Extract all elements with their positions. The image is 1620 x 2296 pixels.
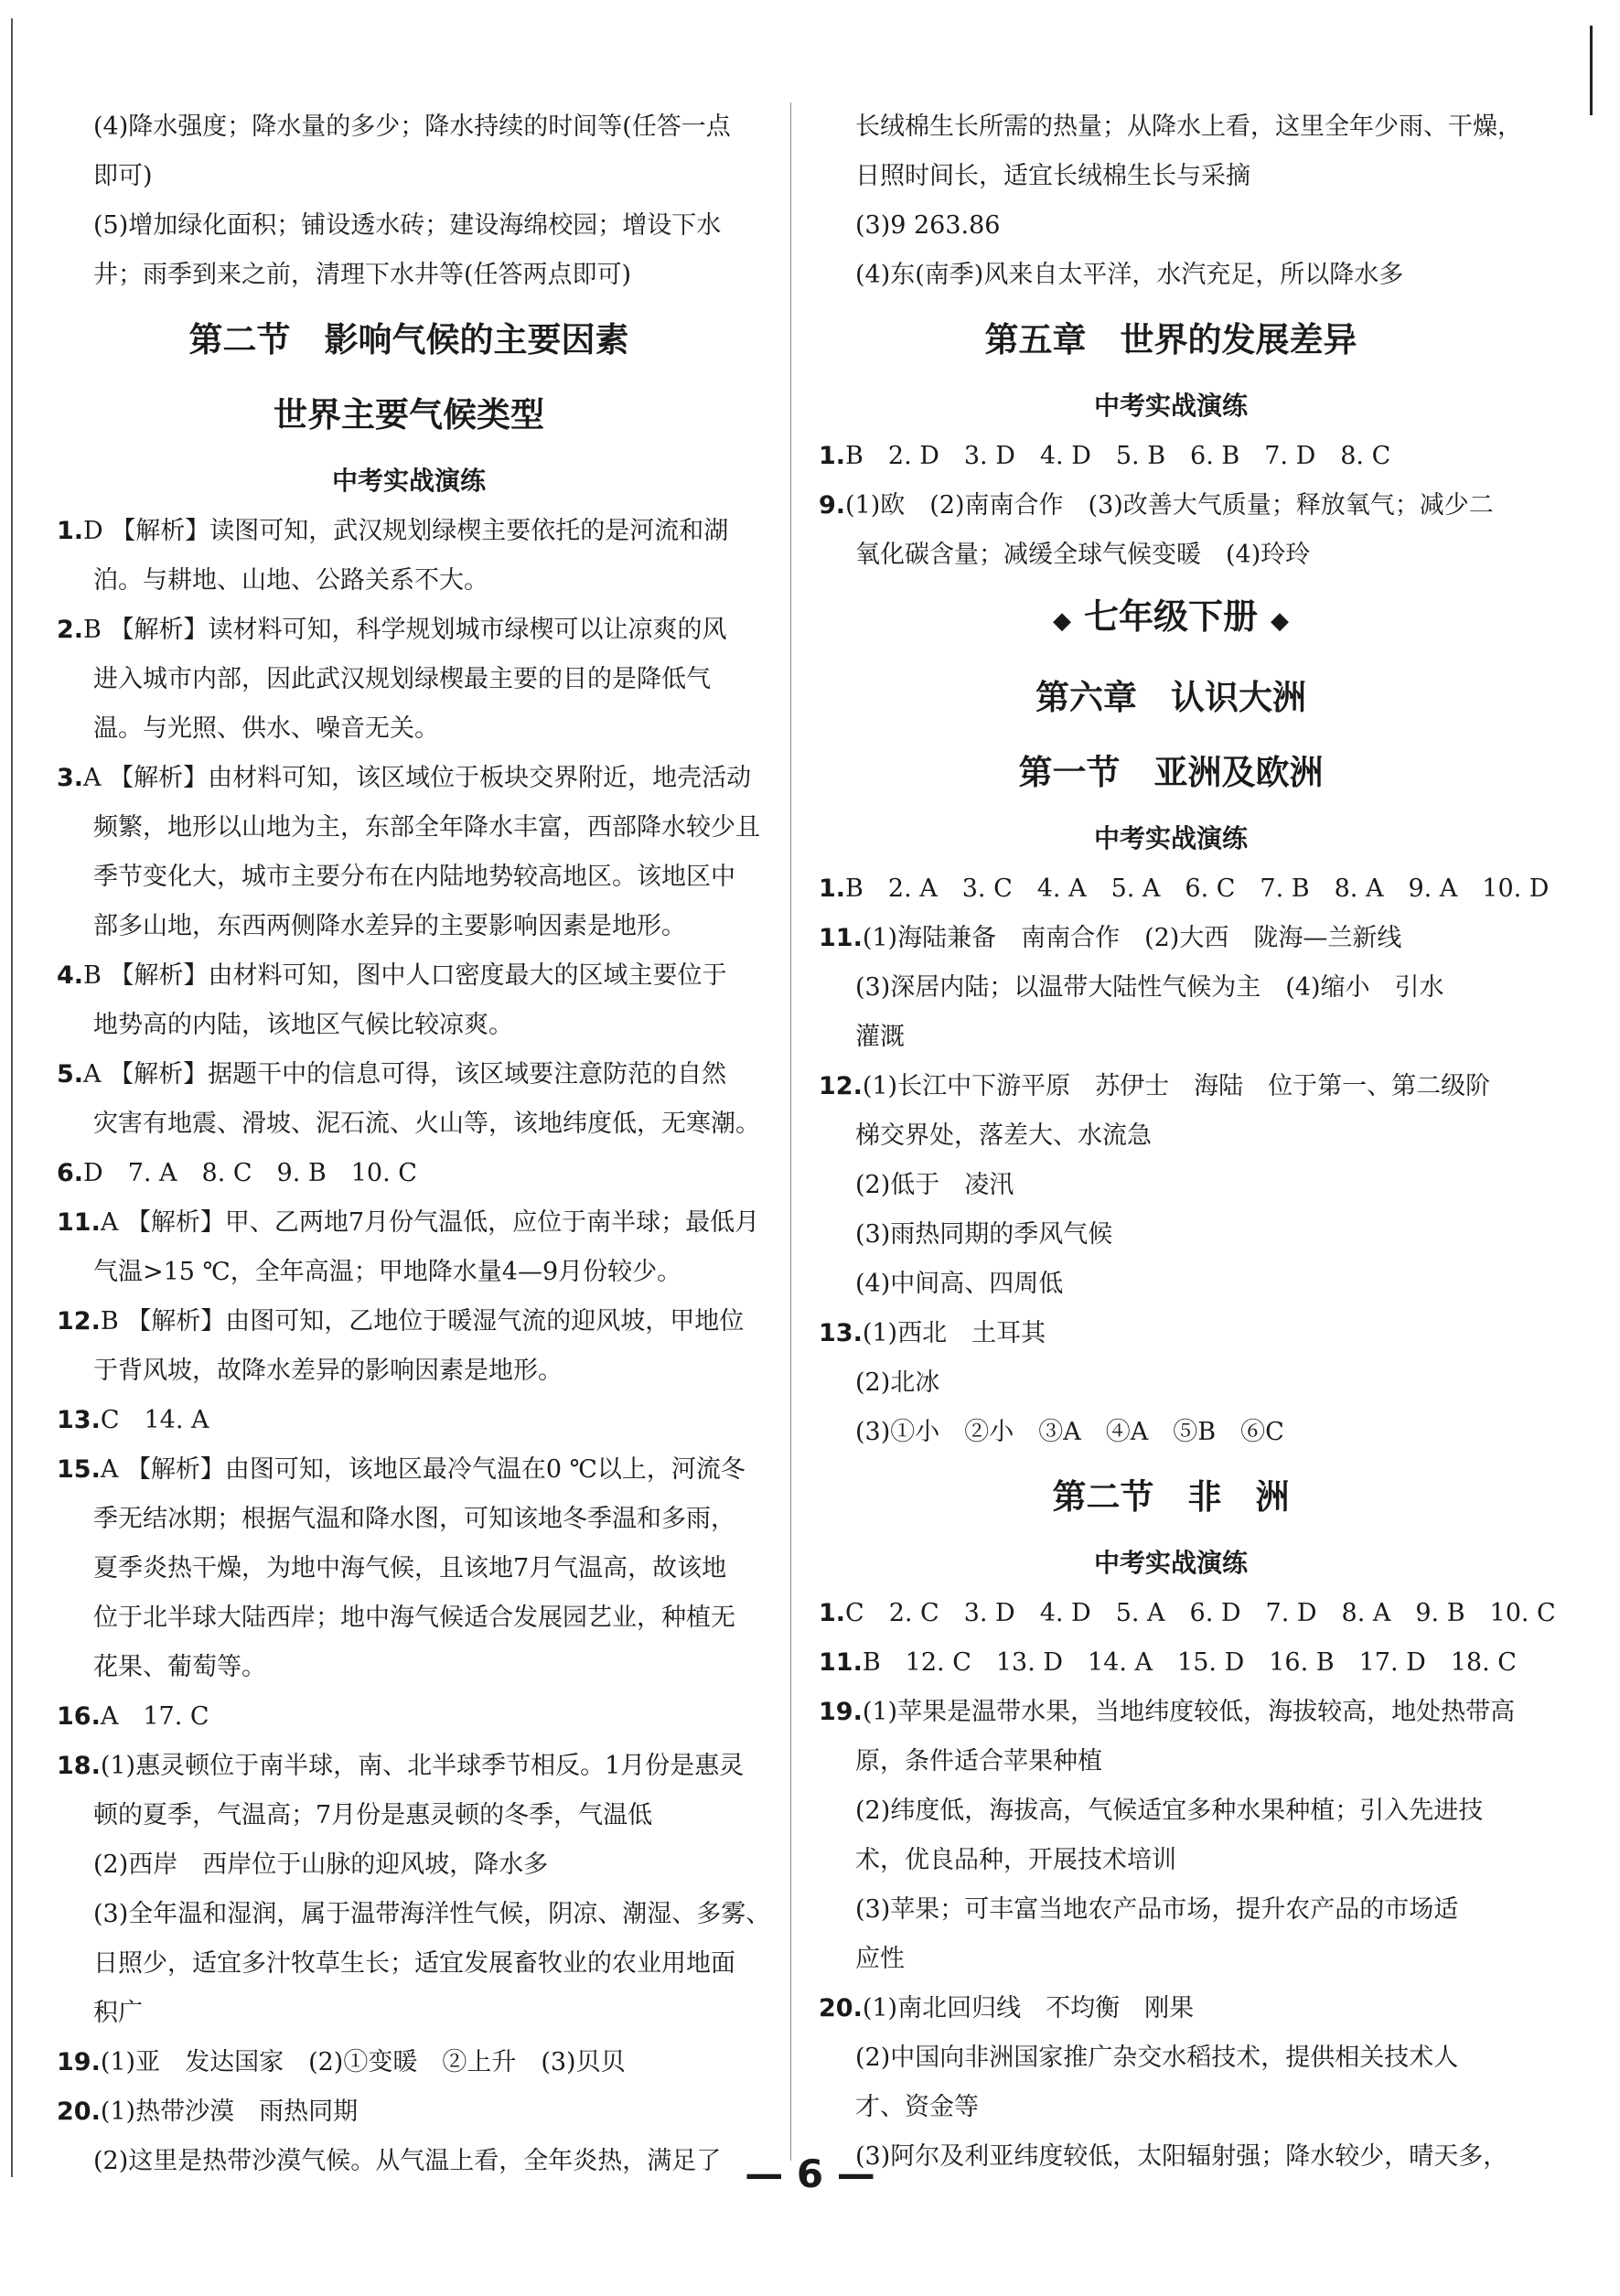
answer-line (57, 902, 761, 951)
answer-text: (1)欧 (2)南南合作 (3)改善大气质量；释放氧气；减少二 (845, 491, 1494, 520)
answer-text: (2)低于 凌汛 (855, 1171, 1014, 1199)
answer-line (819, 1885, 1523, 1935)
answer-text: 日照时间长，适宜长绒棉生长与采摘 (855, 162, 1250, 190)
answer-item (57, 1692, 761, 1742)
question-number: 11. (819, 924, 863, 952)
answer-text: 进入城市内部，因此武汉规划绿楔最主要的目的是降低气 (93, 665, 711, 693)
answer-line (57, 704, 761, 754)
answer-text: 灾害有地震、滑坡、泥石流、火山等，该地纬度低，无寒潮。 (93, 1110, 760, 1138)
answer-item (57, 1050, 761, 1100)
answer-text: (1)南北回归线 不均衡 刚果 (862, 1994, 1195, 2022)
answer-text: (2)北冰 (855, 1368, 940, 1397)
question-number: 1. (57, 517, 84, 545)
practice-subheading: 中考实战演练 (1093, 391, 1248, 421)
answer-text: 位于北半球大陆西岸；地中海气候适合发展园艺业，种植无 (93, 1604, 735, 1632)
answer-line (57, 803, 761, 853)
question-number: 19. (57, 2048, 101, 2076)
answer-line (819, 1210, 1523, 1260)
answer-line (819, 1111, 1523, 1161)
answer-text: (3)苹果；可丰富当地农产品市场，提升农产品的市场适 (855, 1895, 1459, 1924)
answer-item (57, 2087, 761, 2137)
answer-text: 应性 (855, 1945, 905, 1973)
answer-text: D 【解析】读图可知，武汉规划绿楔主要依托的是河流和湖 (83, 517, 729, 545)
section-heading: 第五章 世界的发展差异 (984, 320, 1357, 359)
answer-line (57, 102, 761, 152)
answer-text: 才、资金等 (855, 2093, 979, 2121)
practice-subheading: 中考实战演练 (1093, 1548, 1248, 1578)
question-number: 20. (819, 1994, 863, 2022)
answer-item (819, 1688, 1523, 1737)
answer-text: 灌溉 (855, 1023, 905, 1051)
answer-text: A 【解析】据题干中的信息可得，该区域要注意防范的自然 (83, 1060, 727, 1089)
answer-line (57, 556, 761, 606)
answer-line (819, 1408, 1523, 1457)
practice-subheading: 中考实战演练 (1093, 823, 1248, 853)
section-heading: 第一节 亚洲及欧洲 (1018, 753, 1324, 792)
question-number: 5. (57, 1060, 84, 1089)
answer-text: (3)9 263.86 (855, 211, 1001, 240)
answer-text: (3)全年温和湿润，属于温带海洋性气候，阴凉、潮湿、多雾、 (93, 1900, 771, 1928)
answer-line (57, 1840, 761, 1890)
answer-text: A 【解析】甲、乙两地7月份气温低，应位于南半球；最低月 (100, 1208, 760, 1237)
answer-item (57, 1396, 761, 1445)
answer-line (57, 1001, 761, 1050)
section-heading: 第二节 非 洲 (1052, 1477, 1290, 1517)
answer-line (57, 1495, 761, 1544)
answer-text: C 14. A (100, 1406, 209, 1434)
answer-line (819, 201, 1523, 251)
question-number: 12. (57, 1307, 101, 1336)
question-number: 18. (57, 1752, 101, 1780)
answer-text: 氧化碳含量；减缓全球气候变暖 (4)玲玲 (855, 541, 1311, 569)
answer-item (819, 1309, 1523, 1358)
column-divider (790, 102, 791, 2161)
answer-text: (1)惠灵顿位于南半球，南、北半球季节相反。1月份是惠灵 (100, 1752, 745, 1780)
question-number: 13. (57, 1406, 101, 1434)
volume-title: 七年级下册 (1083, 596, 1258, 637)
answer-text: (4)中间高、四周低 (855, 1270, 1064, 1298)
answer-item (819, 1062, 1523, 1111)
answer-text: (2)这里是热带沙漠气候。从气温上看，全年炎热，满足了 (93, 2147, 722, 2175)
answer-text: (3)①小 ②小 ③A ④A ⑤B ⑥C (855, 1418, 1284, 1446)
answer-line (57, 251, 761, 300)
answer-text: (1)热带沙漠 雨热同期 (100, 2098, 359, 2126)
question-number: 2. (57, 616, 84, 644)
answer-line (819, 963, 1523, 1013)
answer-text: 季无结冰期；根据气温和降水图，可知该地冬季温和多雨， (93, 1505, 735, 1533)
right-column (819, 102, 1556, 2182)
answer-item (57, 1149, 761, 1198)
question-number: 6. (57, 1159, 84, 1187)
answer-item (57, 507, 761, 556)
question-number: 20. (57, 2098, 101, 2126)
answer-item (57, 606, 761, 655)
answer-text: (1)亚 发达国家 (2)①变暖 ②上升 (3)贝贝 (100, 2048, 626, 2076)
answer-item (819, 1589, 1556, 1638)
answer-line (57, 201, 761, 251)
answer-text: 花果、葡萄等。 (93, 1653, 266, 1681)
question-number: 9. (819, 491, 846, 520)
answer-line (57, 655, 761, 704)
answer-line (57, 1248, 761, 1297)
answer-line (57, 1544, 761, 1593)
answer-text: B 2. A 3. C 4. A 5. A 6. C 7. B 8. A 9. A 10. D (845, 874, 1550, 903)
answer-text: (4)降水强度；降水量的多少；降水持续的时间等(任答一点 (93, 113, 731, 141)
answer-text: B 【解析】由图可知，乙地位于暖湿气流的迎风坡，甲地位 (100, 1307, 745, 1336)
question-number: 11. (57, 1208, 101, 1237)
question-number: 19. (819, 1698, 863, 1726)
answer-item (57, 1445, 761, 1495)
answer-text: 顿的夏季，气温高；7月份是惠灵顿的冬季，气温低 (93, 1801, 653, 1829)
answer-line (819, 1161, 1523, 1210)
answer-item (819, 1984, 1523, 2033)
answer-text: 术，优良品种，开展技术培训 (855, 1846, 1176, 1874)
answer-text: 于背风坡，故降水差异的影响因素是地形。 (93, 1357, 563, 1385)
diamond-icon: ◆ (1052, 607, 1071, 635)
diamond-icon: ◆ (1271, 607, 1289, 635)
answer-item (819, 1638, 1523, 1688)
question-number: 1. (819, 1599, 846, 1627)
volume-heading (819, 580, 1523, 658)
answer-item (819, 864, 1550, 914)
answer-text: D 7. A 8. C 9. B 10. C (83, 1159, 417, 1187)
answer-text: (3)雨热同期的季风气候 (855, 1220, 1113, 1249)
answer-text: 夏季炎热干燥，为地中海气候，且该地7月气温高，故该地 (93, 1554, 727, 1583)
section-heading: 第二节 影响气候的主要因素 (188, 320, 629, 359)
answer-text: (5)增加绿化面积；铺设透水砖；建设海绵校园；增设下水 (93, 211, 722, 240)
answer-line (819, 2083, 1523, 2132)
answer-line (57, 1346, 761, 1396)
answer-item (819, 914, 1523, 963)
practice-subheading: 中考实战演练 (331, 466, 486, 496)
answer-text: 即可) (93, 162, 153, 190)
answer-line (819, 102, 1523, 152)
left-margin-rule (11, 18, 13, 2177)
question-number: 1. (819, 874, 846, 903)
answer-line (819, 152, 1523, 201)
answer-text: 泊。与耕地、山地、公路关系不大。 (93, 566, 488, 595)
answer-line (57, 853, 761, 902)
answer-line (57, 1939, 761, 1989)
answer-text: 地势高的内陆，该地区气候比较凉爽。 (93, 1011, 513, 1039)
answer-text: 长绒棉生长所需的热量；从降水上看，这里全年少雨、干燥， (855, 113, 1522, 141)
question-number: 13. (819, 1319, 863, 1347)
question-number: 12. (819, 1072, 863, 1100)
question-number: 4. (57, 961, 84, 990)
answer-item (57, 2038, 761, 2087)
question-number: 16. (57, 1702, 101, 1731)
answer-text: 季节变化大，城市主要分布在内陆地势较高地区。该地区中 (93, 863, 735, 891)
answer-item (57, 1198, 761, 1248)
answer-text: 部多山地，东西两侧降水差异的主要影响因素是地形。 (93, 912, 686, 940)
answer-text: (3)阿尔及利亚纬度较低，太阳辐射强；降水较少，晴天多， (855, 2142, 1508, 2171)
answer-line (57, 152, 761, 201)
question-number: 3. (57, 764, 84, 792)
answer-text: (2)中国向非洲国家推广杂交水稻技术，提供相关技术人 (855, 2044, 1459, 2072)
answer-line (819, 1786, 1523, 1836)
answer-text: 温。与光照、供水、噪音无关。 (93, 714, 439, 743)
answer-text: A 17. C (100, 1702, 209, 1731)
answer-text: A 【解析】由图可知，该地区最冷气温在0 ℃以上，河流冬 (100, 1455, 746, 1484)
answer-text: (1)西北 土耳其 (862, 1319, 1046, 1347)
answer-text: 井；雨季到来之前，清理下水井等(任答两点即可) (93, 261, 632, 289)
answer-text: A 【解析】由材料可知，该区域位于板块交界附近，地壳活动 (83, 764, 752, 792)
answer-text: (4)东(南季)风来自太平洋，水汽充足，所以降水多 (855, 261, 1404, 289)
answer-text: (2)西岸 西岸位于山脉的迎风坡，降水多 (93, 1851, 549, 1879)
question-number: 11. (819, 1648, 863, 1677)
answer-line (57, 1593, 761, 1643)
answer-text: 原，条件适合苹果种植 (855, 1747, 1102, 1776)
answer-line (57, 1643, 761, 1692)
answer-text: 积广 (93, 1999, 143, 2027)
answer-text: (3)深居内陆；以温带大陆性气候为主 (4)缩小 引水 (855, 973, 1444, 1002)
answer-item (57, 1297, 761, 1346)
answer-text: (1)苹果是温带水果，当地纬度较低，海拔较高，地处热带高 (862, 1698, 1516, 1726)
answer-line (57, 1791, 761, 1840)
answer-text: 频繁，地形以山地为主，东部全年降水丰富，西部降水较少且 (93, 813, 760, 842)
answer-line (819, 251, 1523, 300)
answer-text: (1)海陆兼备 南南合作 (2)大西 陇海—兰新线 (862, 924, 1402, 952)
question-number: 1. (819, 442, 846, 470)
answer-text: (2)纬度低，海拔高，气候适宜多种水果种植；引入先进技 (855, 1797, 1484, 1825)
answer-line (819, 531, 1523, 580)
section-heading: 世界主要气候类型 (274, 395, 544, 435)
answer-text: 气温>15 ℃，全年高温；甲地降水量4—9月份较少。 (93, 1258, 682, 1286)
left-column (57, 102, 771, 2186)
answer-line (819, 1935, 1523, 1984)
answer-text: B 2. D 3. D 4. D 5. B 6. B 7. D 8. C (845, 442, 1391, 470)
answer-item (57, 754, 761, 803)
answer-text: B 12. C 13. D 14. A 15. D 16. B 17. D 18. C (862, 1648, 1517, 1677)
answer-item (819, 481, 1523, 531)
answer-text: 日照少，适宜多汁牧草生长；适宜发展畜牧业的农业用地面 (93, 1949, 735, 1978)
answer-line (819, 1260, 1523, 1309)
section-heading: 第六章 认识大洲 (1035, 678, 1306, 717)
answer-line (57, 1890, 771, 1939)
answer-item (819, 432, 1523, 481)
answer-line (819, 1836, 1523, 1885)
page-number: — 6 — (745, 2151, 875, 2196)
answer-item (57, 1742, 761, 1791)
answer-line (819, 1737, 1523, 1786)
question-number: 15. (57, 1455, 101, 1484)
answer-line (819, 1013, 1523, 1062)
answer-text: B 【解析】由材料可知，图中人口密度最大的区域主要位于 (83, 961, 727, 990)
answer-text: 梯交界处，落差大、水流急 (855, 1121, 1152, 1150)
answer-line (819, 2033, 1523, 2083)
answer-text: B 【解析】读材料可知，科学规划城市绿楔可以让凉爽的风 (83, 616, 727, 644)
answer-text: (1)长江中下游平原 苏伊士 海陆 位于第一、第二级阶 (862, 1072, 1491, 1100)
answer-line (57, 1100, 761, 1149)
answer-line (819, 1358, 1523, 1408)
right-margin-rule (1590, 26, 1593, 115)
answer-text: C 2. C 3. D 4. D 5. A 6. D 7. D 8. A 9. B 10. C (845, 1599, 1556, 1627)
answer-line (57, 1989, 761, 2038)
answer-item (57, 951, 761, 1001)
